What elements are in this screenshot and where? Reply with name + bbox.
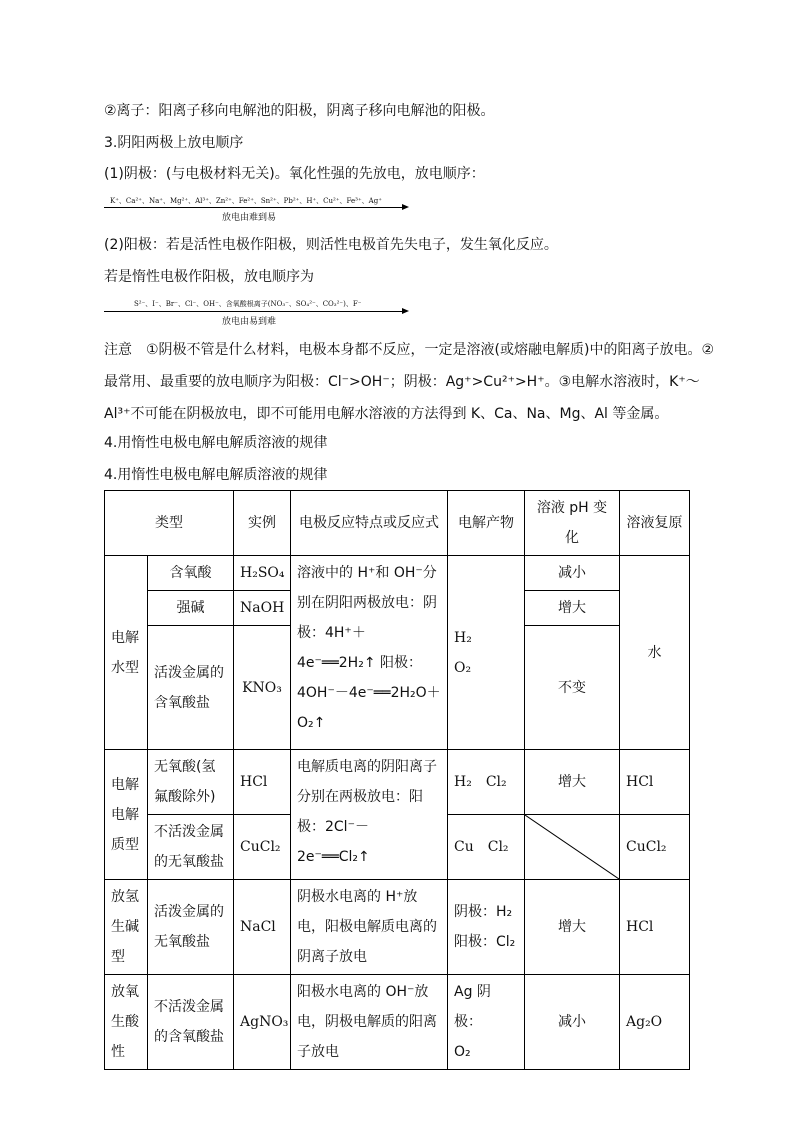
subtype-strong-base: 强碱 bbox=[148, 591, 234, 626]
reaction-water: 溶液中的 H⁺和 OH⁻分别在阴阳两极放电：阴极：4H⁺＋4e⁻══2H₂↑ 阳极： 4OH⁻－4e⁻══2H₂O＋O₂↑ bbox=[291, 556, 448, 750]
header-type: 类型 bbox=[105, 491, 234, 556]
ph-h2-base: 增大 bbox=[525, 880, 620, 975]
subtype-h2-base: 活泼金属的无氧酸盐 bbox=[148, 880, 234, 975]
product-h2-base: 阴极：H₂ 阳极：Cl₂ bbox=[448, 880, 525, 975]
cathode-ion-series: K⁺、Ca²⁺、Na⁺、Mg²⁺、Al³⁺、Zn²⁺、Fe²⁺、Sn²⁺、Pb²⁺、H⁺、Cu²⁺、Fe³⁺、Ag⁺ bbox=[110, 197, 382, 205]
table-row bbox=[105, 880, 690, 975]
example-hcl: HCl bbox=[234, 750, 291, 815]
reaction-o2-acid: 阳极水电离的 OH⁻放电，阴极电解质的阳离子放电 bbox=[291, 975, 448, 1070]
restore-o2-acid: Ag₂O bbox=[620, 975, 690, 1070]
reaction-electrolyte: 电解质电离的阴阳离子分别在两极放电：阳极：2Cl⁻－2e⁻══Cl₂↑ bbox=[291, 750, 448, 880]
subtype-inactive-anoxic-salt: 不活泼金属的无氧酸盐 bbox=[148, 815, 234, 880]
type-h2-base: 放氢生碱型 bbox=[105, 880, 148, 975]
example-nacl: NaCl bbox=[234, 880, 291, 975]
anode-rule: (2)阳极：若是活性电极作阳极，则活性电极首先失电子，发生氧化反应。 bbox=[104, 237, 558, 253]
header-reaction: 电极反应特点或反应式 bbox=[291, 491, 448, 556]
table-header-row bbox=[105, 491, 690, 556]
ph-o2-acid: 减小 bbox=[525, 975, 620, 1070]
restore-cucl2: CuCl₂ bbox=[620, 815, 690, 880]
electrolysis-table bbox=[104, 490, 690, 1070]
restore-water: 水 bbox=[620, 556, 690, 750]
ph-oxyacid: 减小 bbox=[525, 556, 620, 591]
product-hcl: H₂ Cl₂ bbox=[448, 750, 525, 815]
restore-h2-base: HCl bbox=[620, 880, 690, 975]
example-kno3: KNO₃ bbox=[234, 626, 291, 750]
example-cucl2: CuCl₂ bbox=[234, 815, 291, 880]
reaction-h2-base: 阴极水电离的 H⁺放电，阳极电解质电离的阴离子放电 bbox=[291, 880, 448, 975]
ph-strong-base: 增大 bbox=[525, 591, 620, 626]
ph-active-oxysalt: 不变 bbox=[525, 626, 620, 750]
anode-arrow-caption: 放电由易到难 bbox=[222, 317, 277, 327]
table-row bbox=[105, 556, 690, 591]
order-title: 3.阴阳两极上放电顺序 bbox=[104, 135, 244, 151]
type-o2-acid: 放氧生酸性 bbox=[105, 975, 148, 1070]
product-o2-acid: Ag 阴极： O₂ bbox=[448, 975, 525, 1070]
ph-hcl: 增大 bbox=[525, 750, 620, 815]
section4-title-2: 4.用惰性电极电解电解质溶液的规律 bbox=[104, 467, 328, 483]
product-water: H₂ O₂ bbox=[448, 556, 525, 750]
cathode-rule: (1)阴极：(与电极材料无关)。氧化性强的先放电，放电顺序： bbox=[104, 166, 485, 182]
ph-cucl2-empty bbox=[525, 815, 620, 880]
cathode-arrow-line bbox=[104, 207, 404, 208]
subtype-o2-acid: 不活泼金属的含氧酸盐 bbox=[148, 975, 234, 1070]
cathode-arrow-head-icon bbox=[402, 204, 409, 210]
note-paragraph: 注意 ①阴极不管是什么材料，电极本身都不反应，一定是溶液(或熔融电解质)中的阳离子放电。②最常用、最重要的放电顺序为阳极：Cl⁻>OH⁻；阴极：Ag⁺>Cu²⁺>H⁺。③电解水溶液时，K⁺～Al³⁺不可能在阴极放电，即不可能用电解水溶液的方法得到 K、Ca、Na、Mg、Al 等金属。 bbox=[104, 342, 715, 422]
header-example: 实例 bbox=[234, 491, 291, 556]
type-electrolyte: 电解电解质型 bbox=[105, 750, 148, 880]
restore-hcl: HCl bbox=[620, 750, 690, 815]
anode-arrow-line bbox=[104, 311, 404, 312]
subtype-oxyacid: 含氧酸 bbox=[148, 556, 234, 591]
product-cucl2: Cu Cl₂ bbox=[448, 815, 525, 880]
type-water: 电解水型 bbox=[105, 556, 148, 750]
header-restore: 溶液复原 bbox=[620, 491, 690, 556]
subtype-active-oxysalt: 活泼金属的含氧酸盐 bbox=[148, 626, 234, 750]
example-h2so4: H₂SO₄ bbox=[234, 556, 291, 591]
ion-move-line: ②离子：阳离子移向电解池的阳极，阴离子移向电解池的阳极。 bbox=[104, 103, 495, 119]
table-row bbox=[105, 750, 690, 815]
diagonal-slash-icon bbox=[525, 815, 619, 879]
header-ph: 溶液 pH 变化 bbox=[525, 491, 620, 556]
cathode-arrow-caption: 放电由难到易 bbox=[222, 213, 277, 223]
example-naoh: NaOH bbox=[234, 591, 291, 626]
subtype-anoxic-acid: 无氧酸(氢氟酸除外) bbox=[148, 750, 234, 815]
header-product: 电解产物 bbox=[448, 491, 525, 556]
table-row bbox=[105, 975, 690, 1070]
anode-ion-series: S²⁻、I⁻、Br⁻、Cl⁻、OH⁻、含氧酸根离子(NO₃⁻、SO₄²⁻、CO₃²⁻)、F⁻ bbox=[134, 300, 362, 308]
section4-title-1: 4.用惰性电极电解电解质溶液的规律 bbox=[104, 435, 328, 451]
inert-rule: 若是惰性电极作阳极，放电顺序为 bbox=[104, 269, 314, 285]
example-agno3: AgNO₃ bbox=[234, 975, 291, 1070]
anode-arrow-head-icon bbox=[402, 308, 409, 314]
